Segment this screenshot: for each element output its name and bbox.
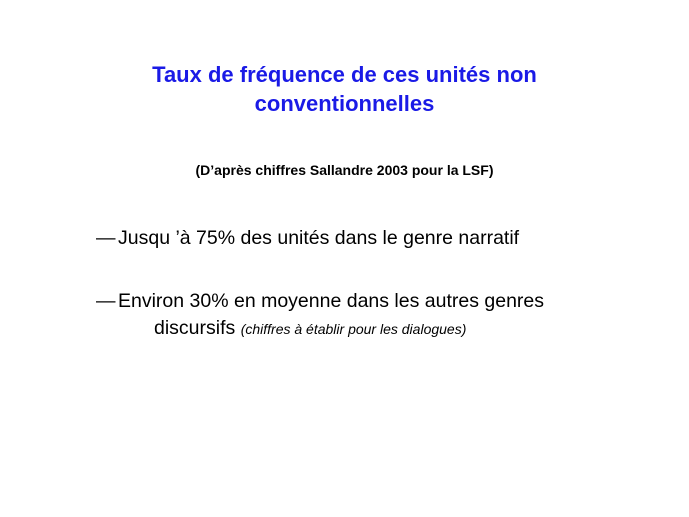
bullet-continuation-text: discursifs [154,317,236,339]
title-line-2: conventionnelles [254,91,435,116]
bullet-note: (chiffres à établir pour les dialogues) [240,321,467,337]
bullet-item-2 [96,288,636,343]
slide-title [60,60,629,118]
bullet-text: Environ 30% en moyenne dans les autres genres [118,290,545,312]
bullet-continuation [96,315,636,343]
slide-subtitle: (D’après chiffres Sallandre 2003 pour la LSF) [195,162,494,178]
bullet-dash: — [96,227,116,249]
title-line-1: Taux de fréquence de ces unités non [152,62,537,87]
bullet-dash: — [96,290,116,312]
bullet-item-1 [96,225,636,252]
bullet-text: Jusqu ’à 75% des unités dans le genre narratif [118,227,520,249]
